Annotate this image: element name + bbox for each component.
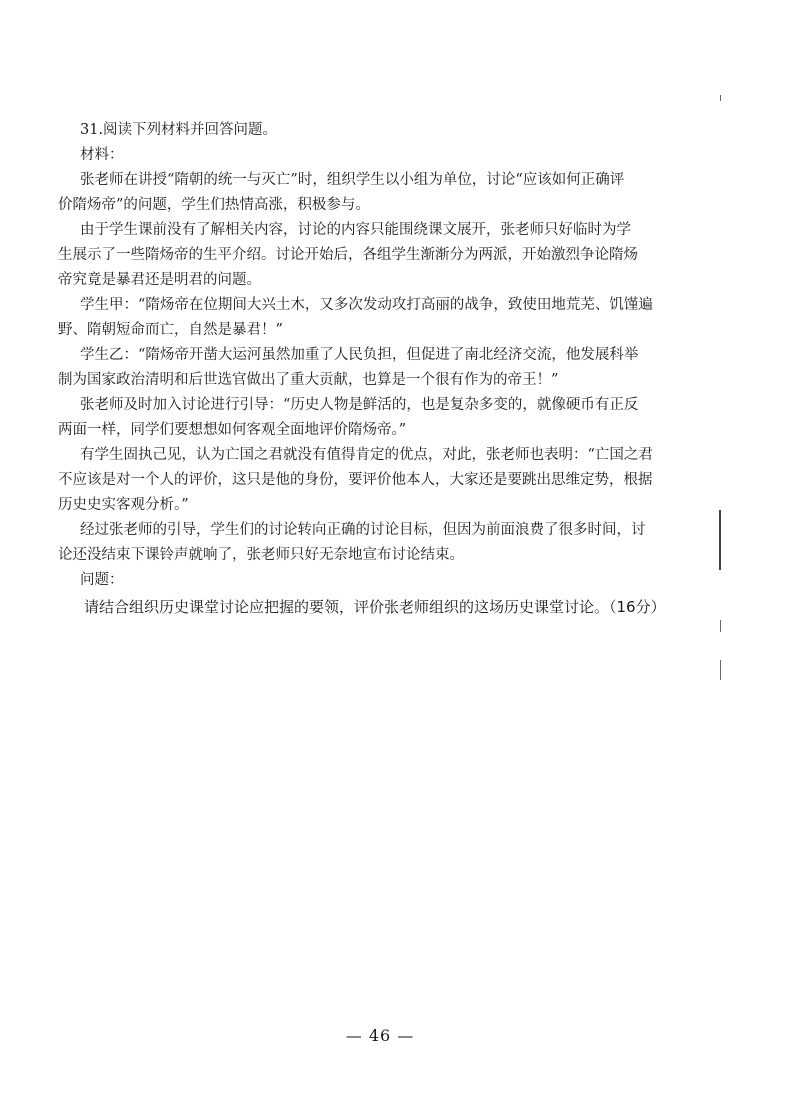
material-line: 张老师及时加入讨论进行引导：“历史人物是鲜活的，也是复杂多变的，就像硬币有正反 <box>80 397 639 413</box>
problem-text: 请结合组织历史课堂讨论应把握的要领，评价张老师组织的这场历史课堂讨论。（16分） <box>84 598 666 616</box>
question-block <box>58 118 670 620</box>
material-line: 学生乙：“隋炀帝开凿大运河虽然加重了人民负担，但促进了南北经济交流，他发展科举 <box>80 347 639 363</box>
material-line: 经过张老师的引导，学生们的讨论转向正确的讨论目标，但因为前面浪费了很多时间，讨 <box>80 522 646 538</box>
material-line: 制为国家政治清明和后世选官做出了重大贡献，也算是一个很有作为的帝王！” <box>58 372 559 388</box>
page-number: — 46 — <box>345 1026 415 1045</box>
material-line: 论还没结束下课铃声就响了，张老师只好无奈地宣布讨论结束。 <box>58 547 464 563</box>
material-line: 价隋炀帝”的问题，学生们热情高涨，积极参与。 <box>58 197 370 213</box>
material-line: 张老师在讲授“隋朝的统一与灭亡”时，组织学生以小组为单位，讨论“应该如何正确评 <box>80 172 625 188</box>
material-line: 两面一样，同学们要想想如何客观全面地评价隋炀帝。” <box>58 422 407 438</box>
material-line: 野、隋朝短命而亡，自然是暴君！” <box>58 322 283 338</box>
material-label: 材料： <box>80 147 124 163</box>
margin-line <box>719 510 721 570</box>
material-line: 历史史实客观分析。” <box>58 497 189 513</box>
question-title: 31.阅读下列材料并回答问题。 <box>80 122 278 138</box>
margin-tick <box>720 660 721 680</box>
material-line: 不应该是对一个人的评价，这只是他的身份，要评价他本人，大家还是要跳出思维定势，根据 <box>58 472 653 488</box>
material-line: 有学生固执己见，认为亡国之君就没有值得肯定的优点，对此，张老师也表明：“亡国之君 <box>80 447 653 463</box>
problem-label: 问题： <box>80 572 124 588</box>
material-line: 学生甲：“隋炀帝在位期间大兴土木，又多次发动攻打高丽的战争，致使田地荒芜、饥馑遍 <box>80 297 653 313</box>
margin-tick <box>720 95 721 101</box>
margin-tick <box>720 620 721 632</box>
material-line: 生展示了一些隋炀帝的生平介绍。讨论开始后，各组学生渐渐分为两派，开始激烈争论隋炀 <box>58 247 638 263</box>
material-line: 由于学生课前没有了解相关内容，讨论的内容只能围绕课文展开，张老师只好临时为学 <box>80 222 631 238</box>
material-line: 帝究竟是暴君还是明君的问题。 <box>58 272 261 288</box>
